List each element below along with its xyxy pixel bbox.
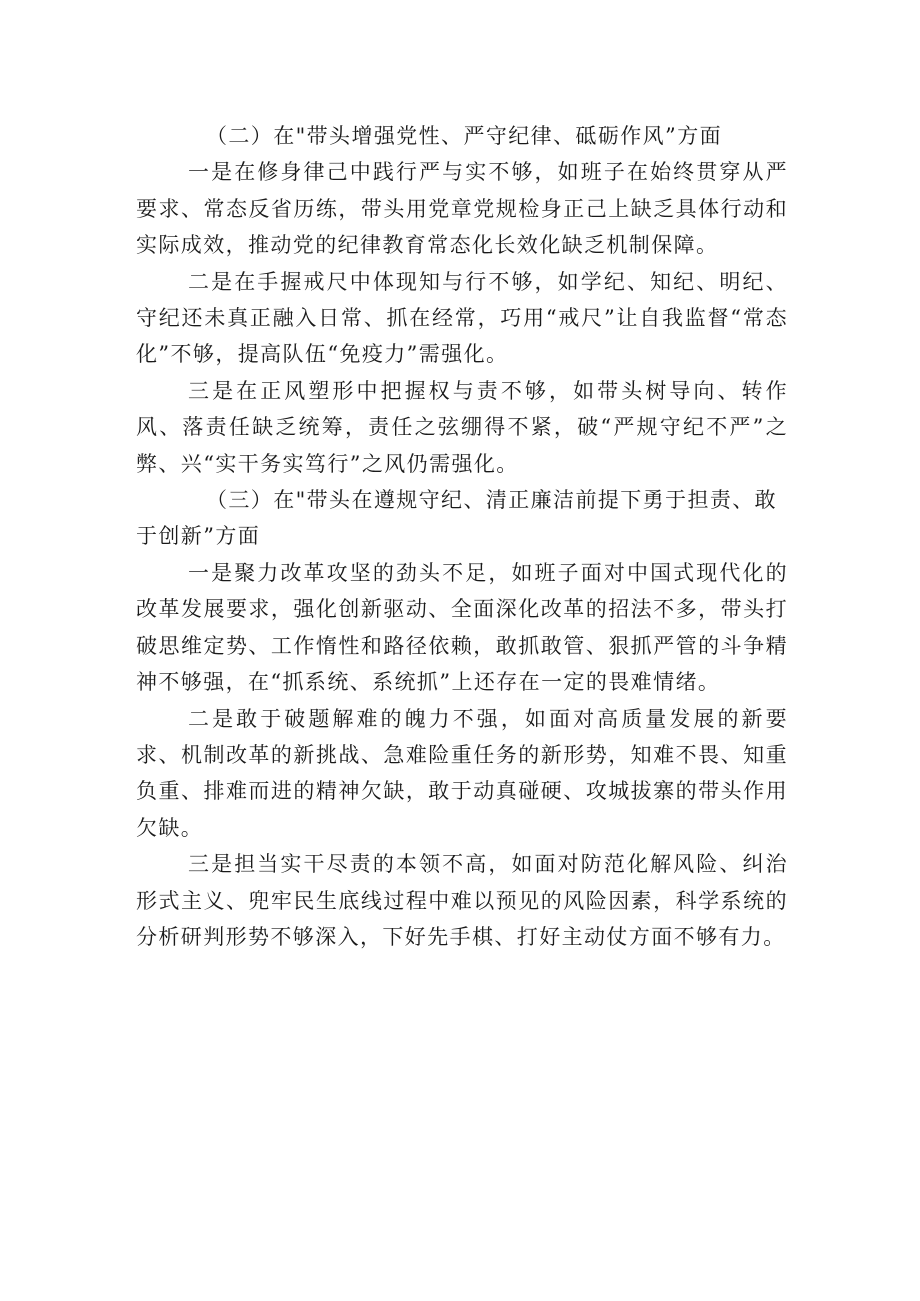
paragraph-2-1: 一是在修身律己中践行严与实不够，如班子在始终贯穿从严要求、常态反省历练，带头用党章党规检身正己上缺乏具体行动和实际成效，推动党的纪律教育常态化长效化缺乏机制保障。 (136, 160, 788, 258)
paragraph-3-1: 一是聚力改革攻坚的劲头不足，如班子面对中国式现代化的改革发展要求，强化创新驱动、全面深化改革的招法不多，带头打破思维定势、工作惰性和路径依赖，敢抓敢管、狠抓严管的斗争精神不够强，在“抓系统、系统抓”上还存在一定的畏难情绪。 (136, 560, 788, 695)
paragraph-3-2: 二是敢于破题解难的魄力不强，如面对高质量发展的新要求、机制改革的新挑战、急难险重任务的新形势，知难不畏、知重负重、排难而进的精神欠缺，敢于动真碰硬、攻城拔寨的带头作用欠缺。 (136, 706, 788, 840)
section-heading-2: （二）在"带头增强党性、严守纪律、砥砺作风”方面 (206, 124, 722, 148)
paragraph-2-2: 二是在手握戒尺中体现知与行不够，如学纪、知纪、明纪、守纪还未真正融入日常、抓在经常，巧用“戒尺”让自我监督“常态化”不够，提高队伍“免疫力”需强化。 (136, 269, 788, 367)
paragraph-2-3: 三是在正风塑形中把握权与责不够，如带头树导向、转作风、落责任缺乏统筹，责任之弦绷得不紧，破“严规守纪不严”之弊、兴“实干务实笃行”之风仍需强化。 (136, 378, 788, 476)
paragraph-3-3: 三是担当实干尽责的本领不高，如面对防范化解风险、纠治形式主义、兜牢民生底线过程中难以预见的风险因素，科学系统的分析研判形势不够深入，下好先手棋、打好主动仗方面不够有力。 (136, 852, 788, 949)
document-body (136, 118, 788, 955)
section-heading-3: （三）在"带头在遵规守纪、清正廉洁前提下勇于担责、敢于创新”方面 (136, 488, 778, 549)
